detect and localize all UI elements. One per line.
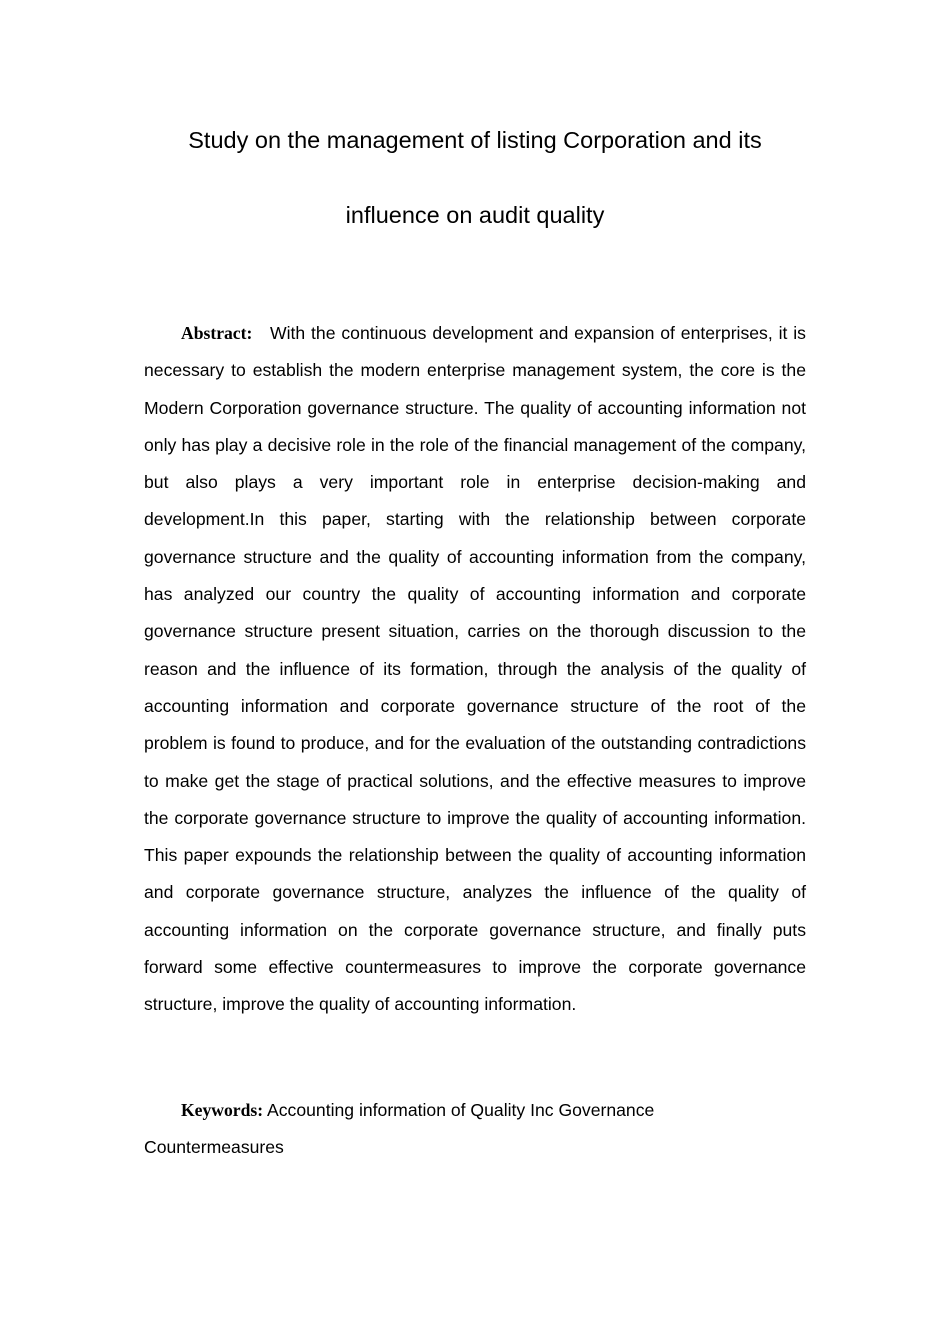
abstract-text: With the continuous development and expansion of enterprises, it is necessary to establish the modern enterprise management system, the core is the Modern Corporation governance structure. The quality of accounting information not only has play a decisive role in the role of the financial management of the company, but also plays a very important role in enterprise decision-making and development.In this paper, starting with the relationship between corporate governance structure and the quality of accounting information from the company, has analyzed our country the quality of accounting information and corporate governance structure present situation, carries on the thorough discussion to the reason and the influence of its formation, through the analysis of the quality of accounting information and corporate governance structure of the root of the problem is found to produce, and for the evaluation of the outstanding contradictions to make get the stage of practical solutions, and the effective measures to improve the corporate governance structure to improve the quality of accounting information. This paper expounds the relationship between the quality of accounting information and corporate governance structure, analyzes the influence of the quality of accounting information on the corporate governance structure, and finally puts forward some effective countermeasures to improve the corporate governance structure, improve the quality of accounting information.: [144, 323, 806, 1015]
paper-title-line-1: Study on the management of listing Corporation and its: [188, 127, 762, 153]
paper-title-line-2: influence on audit quality: [345, 202, 605, 228]
keywords-text-line-2: Countermeasures: [144, 1137, 284, 1158]
abstract-paragraph: [144, 315, 806, 1024]
keywords-text-line-1: Accounting information of Quality Inc Governance: [267, 1100, 655, 1120]
keywords-label: Keywords:: [181, 1100, 264, 1120]
keywords-paragraph: [144, 1092, 806, 1167]
abstract-label: Abstract:: [181, 323, 253, 343]
